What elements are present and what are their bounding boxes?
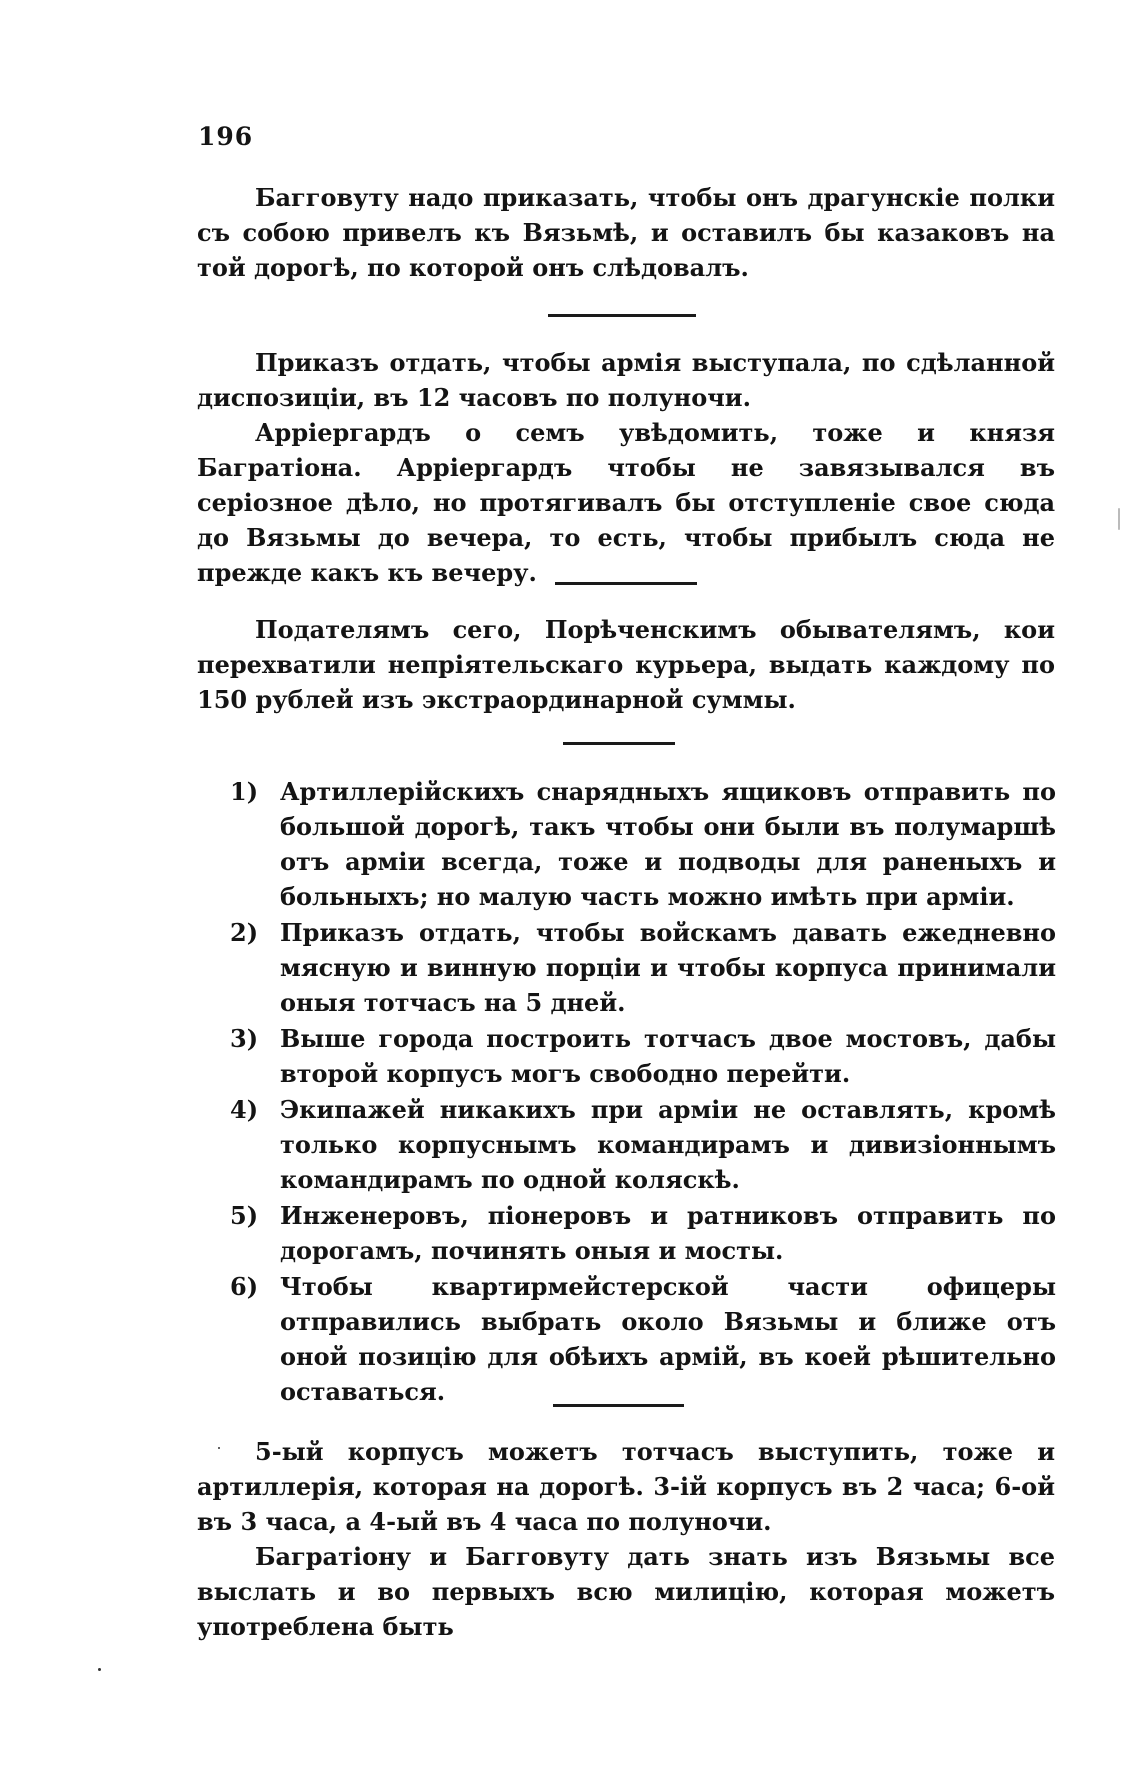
paragraph: Багратіону и Багговуту дать знать изъ Вязьмы все выслать и во первыхъ всю милицію, которая можетъ употреблена быть [197,1542,1055,1641]
list-item-number: 3) [230,1024,259,1053]
list-item [230,774,1056,914]
list-item-number: 1) [230,777,259,806]
numbered-list [230,774,1056,1410]
paragraph: Багговуту надо приказать, чтобы онъ драгунскіе полки съ собою привелъ къ Вязьмѣ, и оставилъ бы казаковъ на той дорогѣ, по которой онъ слѣдовалъ. [197,183,1055,282]
list-item [230,1092,1056,1197]
paragraph: 5-ый корпусъ можетъ тотчасъ выступить, тоже и артиллерія, которая на дорогѣ. 3-ій корпусъ въ 2 часа; 6-ой въ 3 часа, а 4-ый въ 4 часа по полуночи. [197,1437,1055,1536]
list-item [230,1021,1056,1091]
page-number: 196 [198,122,254,151]
list-item-text: Выше города построить тотчасъ двое мостовъ, дабы второй корпусъ могъ свободно перейти. [280,1024,1056,1088]
list-item [230,1269,1056,1409]
section-divider [553,1404,684,1407]
list-item-number: 6) [230,1272,259,1301]
list-item-text: Чтобы квартирмейстерской части офицеры отправились выбрать около Вязьмы и ближе отъ оной позицію для обѣихъ армій, въ коей рѣшительно оставаться. [280,1272,1056,1406]
scan-speck [98,1668,101,1671]
paragraph: Арріергардъ о семъ увѣдомить, тоже и князя Багратіона. Арріергардъ чтобы не завязывался въ серіозное дѣло, но протягивалъ бы отступленіе свое сюда до Вязьмы до вечера, то есть, чтобы прибылъ сюда не прежде какъ къ вечеру. [197,418,1055,587]
list-item-number: 2) [230,918,259,947]
section-5 [197,1434,1055,1644]
list-item-number: 4) [230,1095,259,1124]
list-item [230,915,1056,1020]
paragraph: Подателямъ сего, Порѣченскимъ обывателямъ, кои перехватили непріятельскаго курьера, выдать каждому по 150 рублей изъ экстраординарной суммы. [197,615,1055,714]
list-item-number: 5) [230,1201,259,1230]
section-divider [548,314,696,317]
section-2 [197,345,1055,590]
section-1 [197,180,1055,285]
section-divider [555,582,697,585]
list-item [230,1198,1056,1268]
scan-mark [1118,508,1120,530]
list-item-text: Инженеровъ, піонеровъ и ратниковъ отправить по дорогамъ, починять оныя и мосты. [280,1201,1056,1265]
scan-speck [218,1447,220,1449]
list-item-text: Приказъ отдать, чтобы войскамъ давать ежедневно мясную и винную порціи и чтобы корпуса принимали оныя тотчасъ на 5 дней. [280,918,1056,1017]
list-item-text: Артиллерійскихъ снарядныхъ ящиковъ отправить по большой дорогѣ, такъ чтобы они были въ полумаршѣ отъ арміи всегда, тоже и подводы для раненыхъ и больныхъ; но малую часть можно имѣть при арміи. [280,777,1056,911]
paragraph: Приказъ отдать, чтобы армія выступала, по сдѣланной диспозиціи, въ 12 часовъ по полуночи. [197,348,1055,412]
section-divider [563,742,675,745]
section-3 [197,612,1055,717]
list-item-text: Экипажей никакихъ при арміи не оставлять, кромѣ только корпуснымъ командирамъ и дивизіоннымъ командирамъ по одной коляскѣ. [280,1095,1056,1194]
